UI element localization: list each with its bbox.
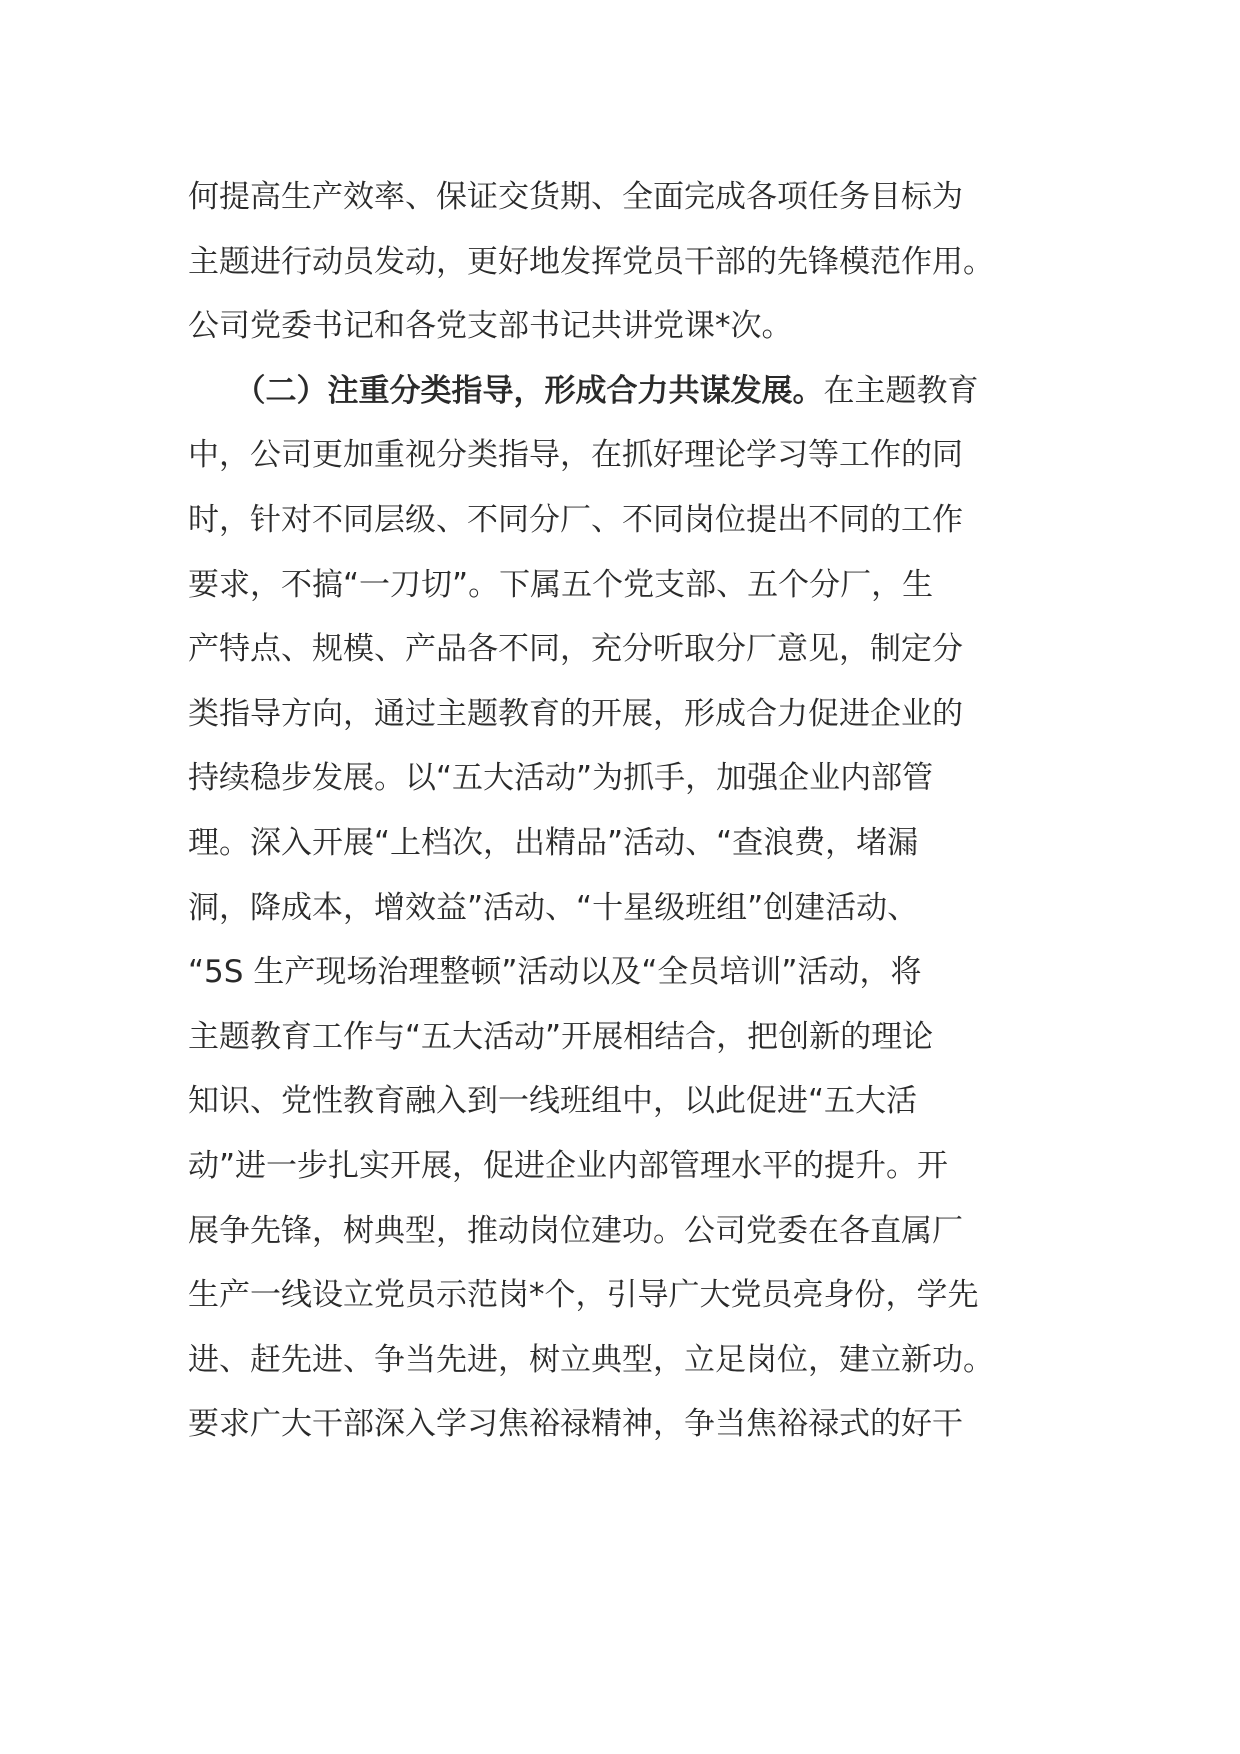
text-line: 展争先锋，树典型，推动岗位建功。公司党委在各直属厂 (188, 1212, 963, 1249)
text-line: 主题教育工作与“五大活动”开展相结合，把创新的理论 (188, 1018, 934, 1055)
text-line: 主题进行动员发动，更好地发挥党员干部的先锋模范作用。 (188, 243, 994, 280)
text-line: 公司党委书记和各党支部书记共讲党课*次。 (188, 308, 793, 345)
text-line: 何提高生产效率、保证交货期、全面完成各项任务目标为 (188, 179, 963, 215)
text-line: 类指导方向，通过主题教育的开展，形成合力促进企业的 (188, 695, 963, 732)
text-line: 动”进一步扎实开展，促进企业内部管理水平的提升。开 (188, 1147, 949, 1184)
text-line: 理。深入开展“上档次，出精品”活动、“查浪费，堵漏 (188, 824, 919, 861)
heading-line-rest: 在主题教育 (823, 372, 979, 409)
text-line: 持续稳步发展。以“五大活动”为抓手，加强企业内部管 (188, 760, 934, 797)
document-body (188, 165, 1048, 1457)
section-heading: （二）注重分类指导，形成合力共谋发展。 (250, 372, 824, 409)
text-line: “5S 生产现场治理整顿”活动以及“全员培训”活动，将 (188, 954, 922, 991)
text-line: 进、赶先进、争当先进，树立典型，立足岗位，建立新功。 (188, 1341, 994, 1378)
text-line: 洞，降成本，增效益”活动、“十星级班组”创建活动、 (188, 889, 919, 926)
section-heading-line (188, 359, 1048, 424)
text-line: 知识、党性教育融入到一线班组中，以此促进“五大活 (188, 1083, 918, 1120)
text-line: 要求，不搞“一刀切”。下属五个党支部、五个分厂，生 (188, 566, 934, 603)
text-line: 要求广大干部深入学习焦裕禄精神，争当焦裕禄式的好干 (188, 1406, 963, 1443)
text-line: 中，公司更加重视分类指导，在抓好理论学习等工作的同 (188, 437, 963, 474)
heading-indent (188, 373, 250, 409)
text-line: 生产一线设立党员示范岗*个，引导广大党员亮身份，学先 (188, 1277, 979, 1314)
text-line: 产特点、规模、产品各不同，充分听取分厂意见，制定分 (188, 631, 963, 668)
text-line: 时，针对不同层级、不同分厂、不同岗位提出不同的工作 (188, 501, 963, 538)
